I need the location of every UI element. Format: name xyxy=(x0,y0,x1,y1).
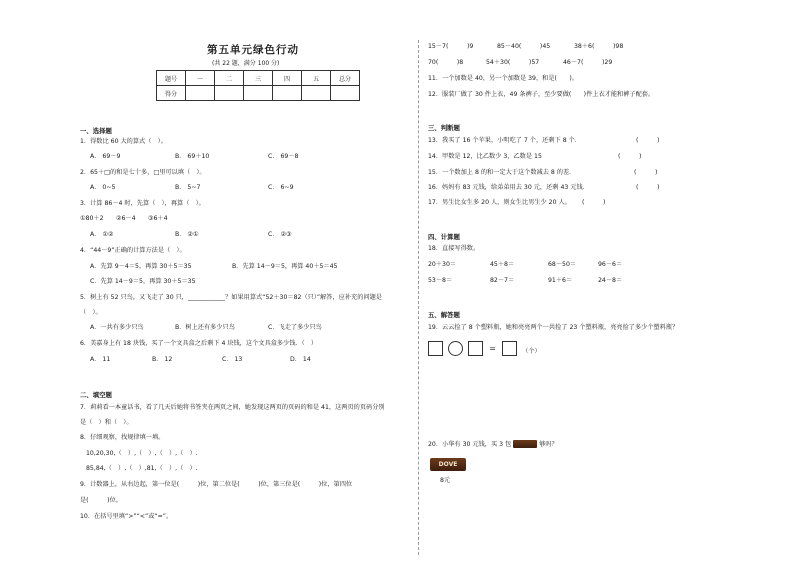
score-table-header-cell: 总分 xyxy=(331,71,360,86)
column-divider xyxy=(418,40,419,555)
q3-option-b: B． ②① xyxy=(175,231,199,238)
q6-option-a: A． 11 xyxy=(90,356,111,363)
q14-answer-mark[interactable]: ( ) xyxy=(618,153,642,160)
q19-equation xyxy=(428,338,541,357)
score-input-cell[interactable] xyxy=(244,86,273,101)
question-4: 4．“44－9”正确的计算方法是（ ）。 xyxy=(80,247,186,254)
chocolate-icon xyxy=(513,440,537,448)
section-heading-solve: 五、解答题 xyxy=(428,311,460,319)
score-input-cell[interactable] xyxy=(273,86,302,101)
score-input-cell[interactable] xyxy=(215,86,244,101)
question-10: 10．在括号里填“>”“<”或“=”。 xyxy=(80,513,173,520)
answer-box[interactable] xyxy=(468,341,483,356)
question-11: 11．一个加数是 40，另一个加数是 39，和是( )。 xyxy=(428,75,578,82)
q4-option-a: A．先算 9－4＝5，再算 30＋5＝35 xyxy=(90,263,192,270)
q16-answer-mark[interactable]: ( ) xyxy=(636,184,660,191)
question-8: 8．仔细观察，找规律填一填。 xyxy=(80,434,165,441)
calc-item: 91＋6＝ xyxy=(548,277,573,284)
question-16: 16．妈妈有 83 元钱，给弟弟用去 30 元，还剩 43 元钱． xyxy=(428,184,589,191)
question-19: 19．云云捡了 8 个塑料瓶，她和亮亮两个一共捡了 23 个塑料瓶，亮亮捡了多少个塑料瓶？ xyxy=(428,324,679,331)
q13-answer-mark[interactable]: ( ) xyxy=(636,137,660,144)
q10-row1-item: 85－40( )45 xyxy=(497,43,551,50)
question-9: 9．计数器上，从右边起，第一位是( )位，第二位是( )位，第三位是( )位，第四位 xyxy=(80,481,353,488)
score-table-header-cell: 四 xyxy=(273,71,302,86)
q5-option-b: B．树上还有多少只鸟 xyxy=(175,324,235,331)
calc-item: 53－8＝ xyxy=(428,277,453,284)
calc-item: 96－6＝ xyxy=(598,261,623,268)
q2-option-b: B． 5~7 xyxy=(175,184,201,191)
q1-option-c: C． 69－8 xyxy=(268,153,299,160)
calc-item: 20＋30＝ xyxy=(428,261,457,268)
equals-sign: = xyxy=(489,344,496,353)
q20-text: 20．小华有 30 元钱，买 3 包 xyxy=(428,441,512,448)
section-heading-fill: 二、填空题 xyxy=(80,391,112,399)
score-row-label: 得分 xyxy=(157,86,186,101)
question-7: 7．莉莉看一本童话书，看了几天后她将书签夹在两页之间，她发现这两页的页码的和是 41，这两页的页码分别 xyxy=(80,404,385,411)
q10-row2-item: 54＋30( )57 xyxy=(486,59,540,66)
operator-circle[interactable] xyxy=(448,341,463,356)
q10-row2-item: 70( )8 xyxy=(428,59,464,66)
question-3: 3．计算 86－4 时，先算（ ），再算（ ）。 xyxy=(80,200,205,207)
page-subtitle: (共 22 题，满分 100 分) xyxy=(212,60,280,67)
score-table-header-cell: 五 xyxy=(302,71,331,86)
question-1: 1．得数比 60 大的算式（ ）。 xyxy=(80,138,167,145)
score-table-header-cell: 三 xyxy=(244,71,273,86)
question-5: 5．树上有 52 只鸟，又飞走了 30 只，____________？如果用算式“52＋30＝82（只）”解答，应补充的问题是 xyxy=(80,294,382,301)
q1-option-a: A． 69－9 xyxy=(90,153,121,160)
q10-row1-item: 15－7( )9 xyxy=(428,43,474,50)
calc-item: 24－8＝ xyxy=(598,277,623,284)
chocolate-price: 8元 xyxy=(440,477,451,484)
question-13: 13．我买了 16 个苹果，小明吃了 7 个，还剩下 8 个． xyxy=(428,137,581,144)
score-table-header-cell: 二 xyxy=(215,71,244,86)
q8-sequence-1: 10,20,30,（ ）,（ ）,（ ）,（ ）. xyxy=(86,450,198,457)
score-input-cell[interactable] xyxy=(186,86,215,101)
q15-answer-mark[interactable]: ( ) xyxy=(634,169,658,176)
q4-option-b: B．先算 14－9＝5，再算 40＋5＝45 xyxy=(232,263,338,270)
section-heading-choice: 一、选择题 xyxy=(80,127,112,135)
q20-text-end: 够吗？ xyxy=(539,441,558,448)
q6-option-b: B． 12 xyxy=(152,356,173,363)
calc-item: 82－7＝ xyxy=(490,277,515,284)
question-9-continued: 是( )位。 xyxy=(80,497,122,504)
question-14: 14．甲数是 12，比乙数少 3，乙数是 15 xyxy=(428,153,542,160)
q3-steps: ①80＋2 ②6－4 ③6＋4 xyxy=(80,215,168,222)
q3-option-c: C． ②③ xyxy=(268,231,292,238)
score-table-header-cell: 题号 xyxy=(157,71,186,86)
calc-item: 68－50＝ xyxy=(548,261,577,268)
chocolate-bar-image: DOVE xyxy=(430,458,466,471)
q3-option-a: A． ①② xyxy=(90,231,114,238)
question-2: 2．65＋□的和是七十多，□里可以填（ ）。 xyxy=(80,169,206,176)
question-15: 15．一个数加上 8 的和一定大于这个数减去 8 的差． xyxy=(428,169,576,176)
answer-box[interactable] xyxy=(428,341,443,356)
score-table-header-row xyxy=(157,71,360,86)
answer-box[interactable] xyxy=(502,341,517,356)
q5-option-a: A．一共有多少只鸟 xyxy=(90,324,144,331)
q10-row2-item: 46－7( )29 xyxy=(563,59,613,66)
question-18: 18．直接写得数。 xyxy=(428,245,480,252)
q6-option-d: D． 14 xyxy=(290,356,311,363)
q8-sequence-2: 85,84,（ ）,（ ）,81,（ ）,（ ）. xyxy=(86,465,198,472)
q1-option-b: B． 69＋10 xyxy=(175,153,210,160)
score-input-cell[interactable] xyxy=(331,86,360,101)
question-17: 17．男生比女生多 20 人，则女生比男生少 20 人。 xyxy=(428,199,571,206)
question-5-continued: （ ）。 xyxy=(80,309,102,316)
section-heading-judge: 三、判断题 xyxy=(428,124,460,132)
q19-unit: （个） xyxy=(522,348,541,355)
score-table-score-row xyxy=(157,86,360,101)
section-heading-calc: 四、计算题 xyxy=(428,233,460,241)
q2-option-c: C． 6~9 xyxy=(268,184,294,191)
question-7-continued: 是（ ）和（ ）。 xyxy=(80,419,133,426)
page-title: 第五单元绿色行动 xyxy=(207,44,299,56)
q4-option-c: C．先算 14－9＝5，再算 30＋5＝35 xyxy=(90,278,196,285)
question-12: 12．服装厂做了 30 件上衣，49 条裤子，至少要做( )件上衣才能和裤子配套。 xyxy=(428,91,655,98)
score-table-header-cell: 一 xyxy=(186,71,215,86)
calc-item: 45＋8＝ xyxy=(490,261,515,268)
q17-answer-mark[interactable]: ( ) xyxy=(582,199,606,206)
question-20 xyxy=(428,440,558,449)
q5-option-c: C．飞走了多少只鸟 xyxy=(268,324,322,331)
score-table xyxy=(156,70,360,101)
q6-option-c: C． 13 xyxy=(222,356,243,363)
score-input-cell[interactable] xyxy=(302,86,331,101)
q10-row1-item: 38＋6( )98 xyxy=(574,43,624,50)
q2-option-a: A． 0~5 xyxy=(90,184,116,191)
question-6: 6．美嘉身上有 18 块钱，买了一个文具盒之后剩下 4 块钱，这个文具盒多少钱．（ ） xyxy=(80,340,318,347)
